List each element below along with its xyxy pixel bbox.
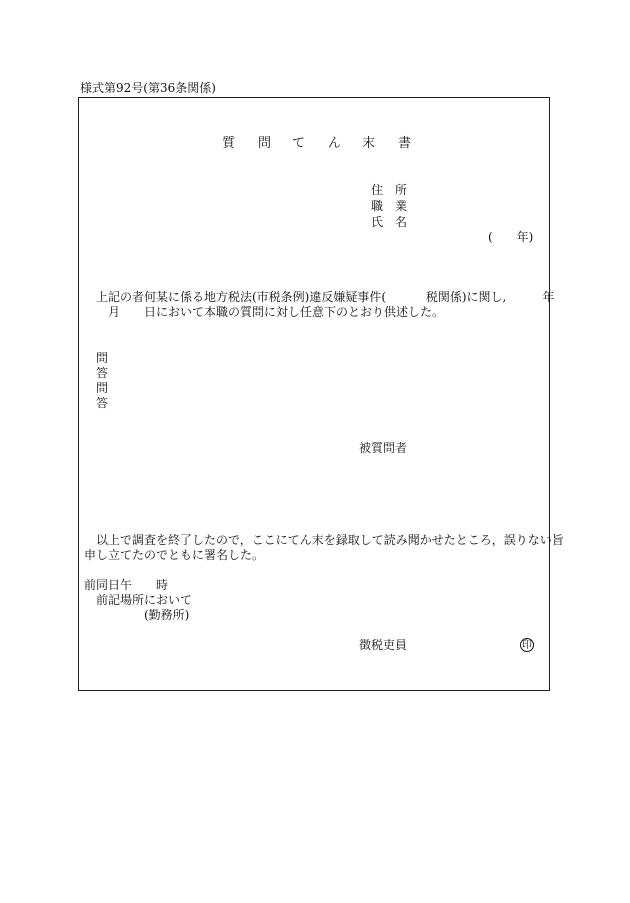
address-label: 住 所: [371, 183, 408, 197]
title-char: て: [292, 136, 306, 151]
form-number-label: 様式第92号(第36条関係): [80, 81, 216, 95]
title-char: ん: [328, 136, 342, 151]
datetime-label: 前同日午 時: [84, 578, 169, 592]
tax-officer-label: 徴税吏員: [359, 638, 408, 652]
closing-line-2: 申し立てたのでともに署名した。: [84, 548, 265, 562]
title-char: 書: [398, 136, 412, 151]
closing-line-1: 以上で調査を終了したので，ここにてん末を録取して読み聞かせたところ，誤りない旨: [96, 533, 564, 547]
occupation-label: 職 業: [371, 199, 408, 213]
name-label: 氏 名: [371, 215, 408, 229]
question-label: 問: [96, 381, 109, 395]
title-char: 問: [258, 136, 272, 151]
place-label: 前記場所において: [96, 593, 193, 607]
age-field: ( 年): [488, 230, 534, 244]
title-char: 末: [362, 136, 376, 151]
title-char: 質: [222, 136, 236, 151]
statement-line-1: 上記の者何某に係る地方税法(市税条例)違反嫌疑事件( 税関係)に関し, 年: [96, 290, 555, 304]
respondent-label: 被質問者: [359, 441, 408, 455]
statement-line-2: 月 日において本職の質問に対し任意下のとおり供述した。: [108, 305, 445, 319]
office-label: (勤務所): [144, 608, 190, 622]
seal-icon: 印: [522, 640, 532, 651]
answer-label: 答: [96, 396, 109, 410]
question-label: 問: [96, 351, 109, 365]
answer-label: 答: [96, 366, 109, 380]
seal-mark: [520, 637, 534, 652]
